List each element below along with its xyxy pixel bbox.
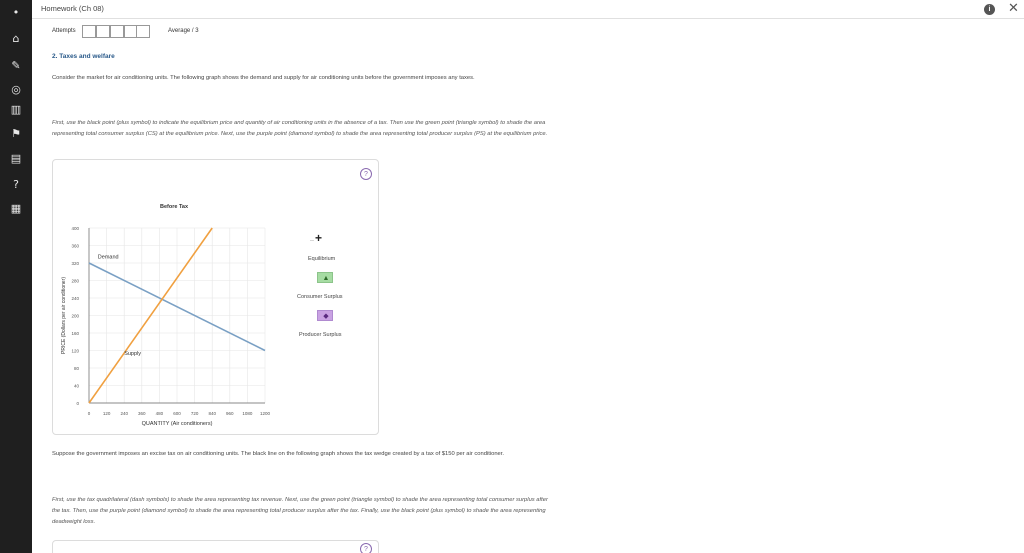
question-instructions: First, use the black point (plus symbol) to indicate the equilibrium price and quantity of air conditioning units in the absence of a tax. Then use the green point (triangle symbol) to shade the area representing total consumer surplus (CS) at the equilibrium price. Next, use the purple point (diamond symbol) to shade the area representing total producer surplus (PS) at the equilibrium price. xyxy=(52,120,548,137)
x-tick-label: 0 xyxy=(87,411,91,416)
dictionary-icon[interactable]: ▦ xyxy=(10,202,22,215)
equilibrium-plus-tool[interactable]: + xyxy=(315,231,323,245)
y-tick-label: 80 xyxy=(73,366,79,371)
x-tick-label: 600 xyxy=(173,411,181,416)
x-axis-label: QUANTITY (Air conditioners) xyxy=(141,421,213,427)
close-icon[interactable]: ✕ xyxy=(1008,1,1019,16)
chart-title: Before Tax xyxy=(160,204,189,210)
user-dot-icon[interactable]: • xyxy=(12,6,20,19)
graph-panel xyxy=(52,159,379,435)
info-icon[interactable]: i xyxy=(984,4,995,15)
tax-instructions: First, use the tax quadrilateral (dash symbols) to shade the area representing tax revenue. Next, use the green point (triangle symbol) to shade the area representing total consumer surplus after the tax. Then, use the purple point (diamond symbol) to shade the area representing total producer surplus after the tax. Finally, use the black point (plus symbol) to shade the area representing deadweight loss. xyxy=(52,497,548,525)
graph-help-icon-2[interactable]: ? xyxy=(360,543,372,553)
graph-panel-2 xyxy=(52,540,379,553)
graduation-cap-icon[interactable]: ⚑ xyxy=(11,127,21,140)
consumer-surplus-tool[interactable] xyxy=(317,272,333,283)
y-tick-label: 160 xyxy=(71,331,79,336)
y-tick-label: 0 xyxy=(76,401,79,406)
producer-surplus-label: Producer Surplus xyxy=(299,332,342,338)
x-tick-label: 720 xyxy=(190,411,199,416)
attempts-label: Attempts xyxy=(52,28,76,34)
tax-description: Suppose the government imposes an excise tax on air conditioning units. The black line on the following graph shows the tax wedge created by a tax of $150 per air conditioner. xyxy=(52,451,505,457)
calculator-icon[interactable]: ▤ xyxy=(10,152,22,165)
graph-help-icon[interactable]: ? xyxy=(360,168,372,180)
x-tick-label: 840 xyxy=(208,411,216,416)
question-intro: Consider the market for air conditioning units. The following graph shows the demand and supply for air conditioning units before the government imposes any taxes. xyxy=(52,75,475,81)
y-tick-label: 200 xyxy=(71,313,79,319)
attempt-box xyxy=(110,25,124,38)
average-score: Average / 3 xyxy=(168,28,199,34)
demand-label: Demand xyxy=(97,254,119,261)
x-tick-label: 120 xyxy=(102,411,111,416)
y-tick-label: 400 xyxy=(71,226,79,231)
assignment-title: Homework (Ch 08) xyxy=(41,4,104,13)
consumer-surplus-label: Consumer Surplus xyxy=(297,294,343,300)
y-tick-label: 240 xyxy=(71,296,79,301)
attempt-box xyxy=(82,25,96,38)
x-tick-label: 240 xyxy=(120,411,128,416)
question-title: 2. Taxes and welfare xyxy=(52,53,115,60)
y-axis-label: PRICE (Dollars per air conditioner) xyxy=(61,277,67,354)
book-icon[interactable]: ▥ xyxy=(10,103,22,116)
equilibrium-dots-icon: ·· xyxy=(310,238,314,244)
top-bar xyxy=(32,0,1024,19)
attempt-box xyxy=(96,25,110,38)
y-tick-label: 280 xyxy=(71,278,79,284)
home-icon[interactable]: ⌂ xyxy=(12,32,20,45)
y-tick-label: 320 xyxy=(71,261,79,266)
x-tick-label: 1080 xyxy=(242,411,253,416)
diamond-icon: ◆ xyxy=(323,313,329,320)
circle-icon[interactable]: ◎ xyxy=(11,83,21,96)
x-tick-label: 480 xyxy=(155,411,164,416)
triangle-icon: ▲ xyxy=(322,275,330,282)
help-icon[interactable]: ? xyxy=(13,178,19,191)
x-tick-label: 1200 xyxy=(259,411,271,416)
attempt-box xyxy=(136,25,150,38)
y-tick-label: 120 xyxy=(71,348,79,354)
supply-label: Supply xyxy=(124,350,142,357)
x-tick-label: 360 xyxy=(138,411,146,416)
sidebar xyxy=(0,0,32,553)
equilibrium-label: Equilibrium xyxy=(308,256,336,262)
y-tick-label: 360 xyxy=(71,243,79,249)
producer-surplus-tool[interactable] xyxy=(317,310,333,321)
y-tick-label: 40 xyxy=(73,383,79,389)
pencil-icon[interactable]: ✎ xyxy=(11,59,21,72)
x-tick-label: 960 xyxy=(226,411,234,416)
